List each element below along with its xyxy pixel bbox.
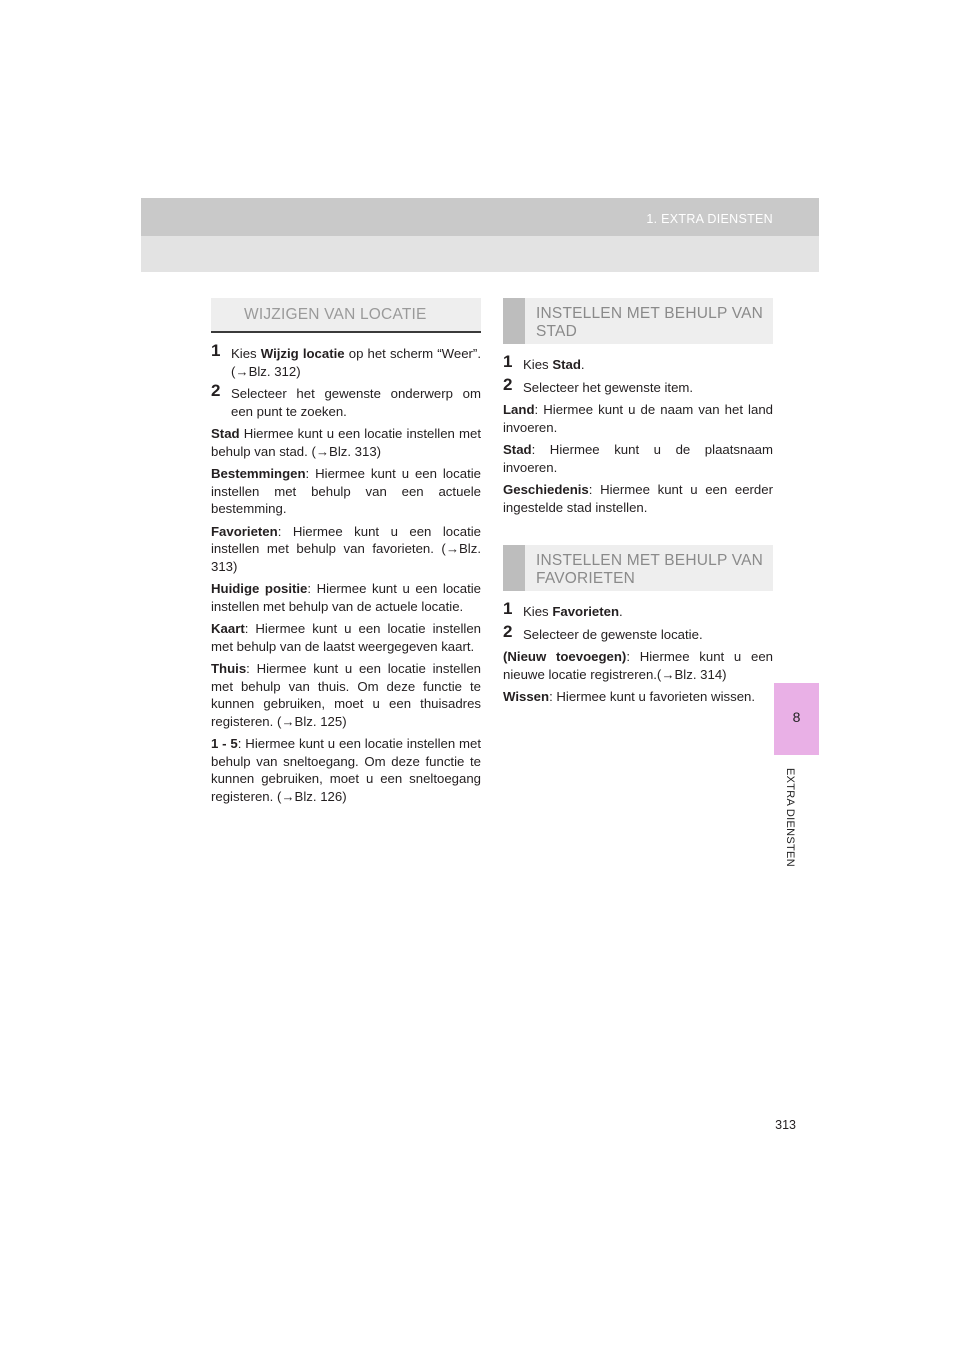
option-desc: : Hiermee kunt u een nieuwe locatie registreren.(→Blz. 314) [503, 649, 774, 682]
option-desc: : Hiermee kunt u een locatie instellen met behulp van de laatst weergegeven kaart. [211, 621, 481, 654]
option-term: Huidige positie [211, 581, 308, 596]
section-gap [503, 521, 773, 545]
section-header-stad [503, 298, 773, 344]
option-item [211, 735, 481, 805]
section-header-favorieten [503, 545, 773, 591]
option-term: Kaart [211, 621, 245, 636]
option-term: Thuis [211, 661, 247, 676]
option-term: 1 - 5 [211, 736, 238, 751]
option-item [211, 580, 481, 615]
step-number: 2 [211, 381, 221, 400]
option-desc: Hiermee kunt u een locatie instellen met behulp van stad. (→Blz. 313) [211, 426, 481, 459]
chapter-title: 1. EXTRA DIENSTEN [646, 212, 773, 226]
option-item [211, 465, 481, 518]
step-2 [211, 381, 481, 420]
chapter-header [141, 198, 819, 272]
option-term: Stad [503, 442, 532, 457]
option-desc: : Hiermee kunt u een locatie instellen met behulp van de actuele locatie. [211, 581, 482, 614]
option-term: (Nieuw toevoegen) [503, 649, 627, 664]
option-item [211, 523, 481, 576]
option-term: Bestemmingen [211, 466, 306, 481]
step-text: op het scherm “Weer”. (→Blz. 312) [231, 346, 481, 379]
section-marker [503, 298, 525, 344]
step-number: 2 [503, 621, 513, 641]
option-term: Land [503, 402, 535, 417]
option-desc: : Hiermee kunt u een locatie instellen met behulp van favorieten. (→Blz. 313) [211, 523, 481, 574]
right-column [503, 298, 773, 711]
step-number: 1 [211, 341, 221, 360]
option-desc: : Hiermee kunt u een locatie instellen met behulp van thuis. Om deze functie te kunnen gebruiken, moet u een thuisadres registeren. (→Blz. 125) [211, 661, 481, 729]
chapter-header-strip [141, 198, 819, 236]
step-text: Selecteer het gewenste onderwerp om een punt te zoeken. [231, 386, 481, 419]
option-desc: : Hiermee kunt u een locatie instellen met behulp van sneltoegang. Om deze functie te kunnen gebruiken, moet u een sneltoegang registeren. (→Blz. 126) [211, 736, 482, 804]
option-item [503, 481, 773, 516]
option-desc: : Hiermee kunt u favorieten wissen. [549, 689, 756, 704]
section-marker [503, 545, 525, 591]
step-1 [211, 341, 481, 380]
step-number: 1 [503, 599, 513, 618]
chapter-tab-label [784, 768, 806, 867]
step-1 [503, 352, 773, 374]
option-item [211, 620, 481, 655]
page-number: 313 [775, 1118, 796, 1132]
option-term: Wissen [503, 689, 550, 704]
step-text: Kies [523, 604, 553, 619]
step-key: Wijzig locatie [260, 346, 345, 361]
option-desc: : Hiermee kunt u de naam van het land invoeren. [503, 402, 773, 435]
option-item [211, 425, 481, 460]
left-column [211, 298, 481, 810]
chapter-tab[interactable] [774, 683, 819, 755]
option-item [503, 441, 773, 476]
step-text: Selecteer het gewenste item. [523, 379, 694, 395]
step-1 [503, 599, 773, 621]
option-desc: : Hiermee kunt u een locatie instellen met behulp van een actuele bestemming. [211, 466, 481, 516]
step-number: 1 [503, 352, 513, 371]
option-term: Geschiedenis [503, 482, 589, 497]
option-term: Stad [211, 426, 240, 441]
chapter-tab-label-text: EXTRA DIENSTEN [784, 768, 796, 867]
step-key: Stad [552, 357, 581, 372]
step-text: . [619, 604, 623, 619]
option-item [503, 401, 773, 436]
section-title: INSTELLEN MET BEHULP VAN STAD [536, 305, 764, 340]
option-item [503, 648, 773, 683]
option-desc: : Hiermee kunt u een eerder ingestelde stad instellen. [503, 482, 773, 515]
section-title: WIJZIGEN VAN LOCATIE [244, 306, 427, 323]
step-text: . [580, 357, 585, 372]
section-header-wijzigen [211, 298, 481, 333]
step-2 [503, 621, 773, 644]
step-key: Favorieten [552, 604, 620, 619]
step-text: Selecteer de gewenste locatie. [523, 626, 703, 642]
chapter-tab-number: 8 [792, 709, 801, 725]
option-item [211, 660, 481, 730]
step-number: 2 [503, 374, 513, 394]
step-text: Kies [231, 346, 261, 361]
step-text: Kies [523, 357, 553, 372]
section-title: INSTELLEN MET BEHULP VAN FAVORIETEN [536, 552, 764, 587]
step-2 [503, 374, 773, 397]
option-item [503, 688, 773, 706]
option-term: Favorieten [211, 523, 278, 539]
option-desc: : Hiermee kunt u de plaatsnaam invoeren. [503, 442, 773, 475]
